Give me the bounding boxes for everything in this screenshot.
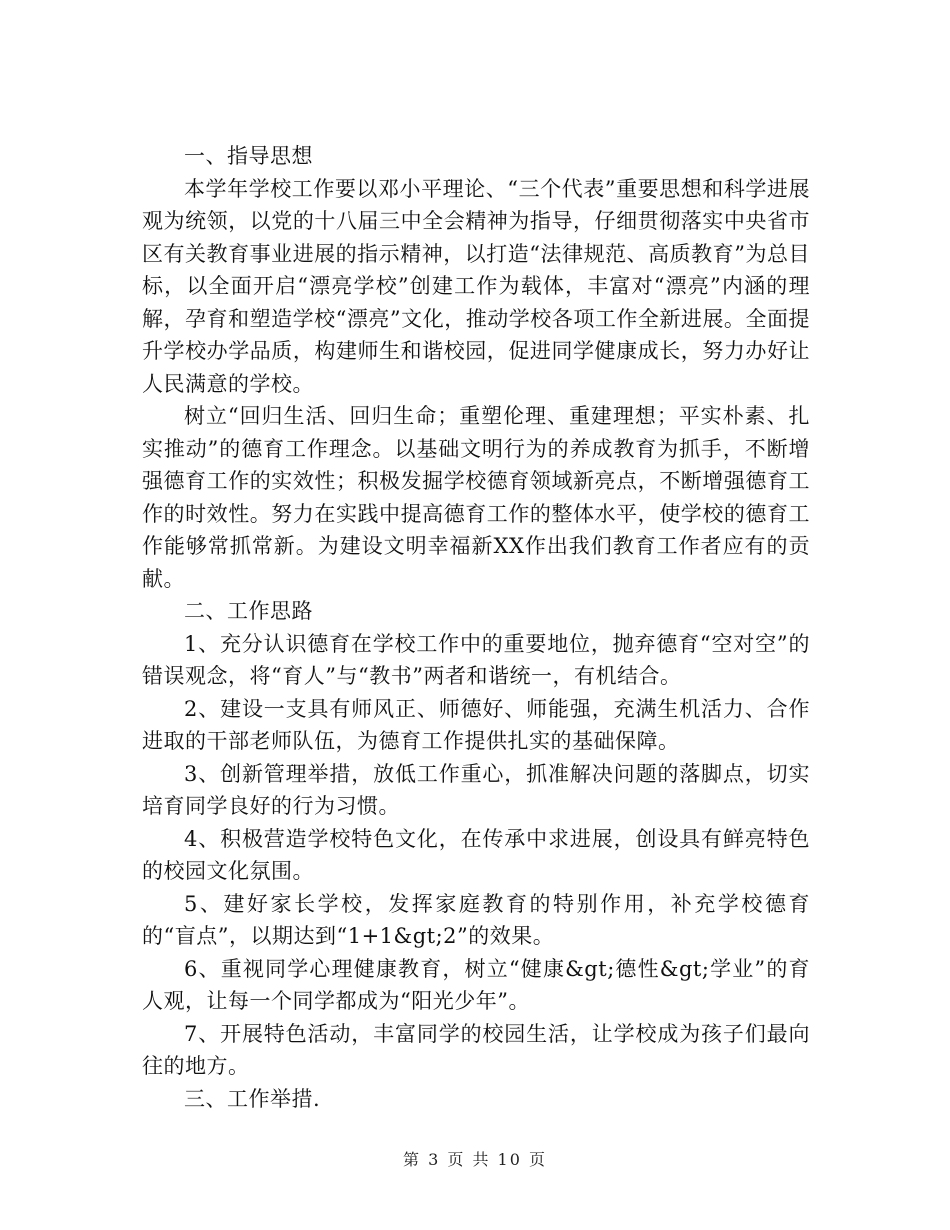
list-item-idea-3: 3、创新管理举措，放低工作重心，抓准解决问题的落脚点，切实培育同学良好的行为习惯。 <box>142 761 810 818</box>
page-number-footer: 第 3 页 共 10 页 <box>403 1150 547 1169</box>
list-item-idea-5: 5、建好家长学校，发挥家庭教育的特别作用，补充学校德育的“盲点”，以期达到“1+1&gt;2”的效果。 <box>142 891 810 948</box>
document-body <box>142 140 810 1115</box>
paragraph-guiding-thought-1: 本学年学校工作要以邓小平理论、“三个代表”重要思想和科学进展观为统领，以党的十八届三中全会精神为指导，仔细贯彻落实中央省市区有关教育事业进展的指示精神，以打造“法律规范、高质教育”为总目标，以全面开启“漂亮学校”创建工作为载体，丰富对“漂亮”内涵的理解，孕育和塑造学校“漂亮”文化，推动学校各项工作全新进展。全面提升学校办学品质，构建师生和谐校园，促进同学健康成长，努力办好让人民满意的学校。 <box>142 176 810 396</box>
heading-work-measures: 三、工作举措. <box>184 1086 321 1111</box>
heading-work-ideas: 二、工作思路 <box>184 599 313 623</box>
paragraph-guiding-thought-2: 树立“回归生活、回归生命；重塑伦理、重建理想；平实朴素、扎实推动”的德育工作理念。以基础文明行为的养成教育为抓手，不断增强德育工作的实效性；积极发掘学校德育领域新亮点，不断增强德育工作的时效性。努力在实践中提高德育工作的整体水平，使学校的德育工作能够常抓常新。为建设文明幸福新XX作出我们教育工作者应有的贡献。 <box>142 404 810 591</box>
list-item-idea-4: 4、积极营造学校特色文化，在传承中求进展，创设具有鲜亮特色的校园文化氛围。 <box>142 826 810 883</box>
list-item-idea-6: 6、重视同学心理健康教育，树立“健康&gt;德性&gt;学业”的育人观，让每一个同学都成为“阳光少年”。 <box>142 956 810 1013</box>
heading-guiding-thought: 一、指导思想 <box>184 144 313 168</box>
list-item-idea-7: 7、开展特色活动，丰富同学的校园生活，让学校成为孩子们最向往的地方。 <box>142 1021 810 1078</box>
list-item-idea-1: 1、充分认识德育在学校工作中的重要地位，抛弃德育“空对空”的错误观念，将“育人”与“教书”两者和谐统一，有机结合。 <box>142 631 810 688</box>
list-item-idea-2: 2、建设一支具有师风正、师德好、师能强，充满生机活力、合作进取的干部老师队伍，为德育工作提供扎实的基础保障。 <box>142 696 810 753</box>
